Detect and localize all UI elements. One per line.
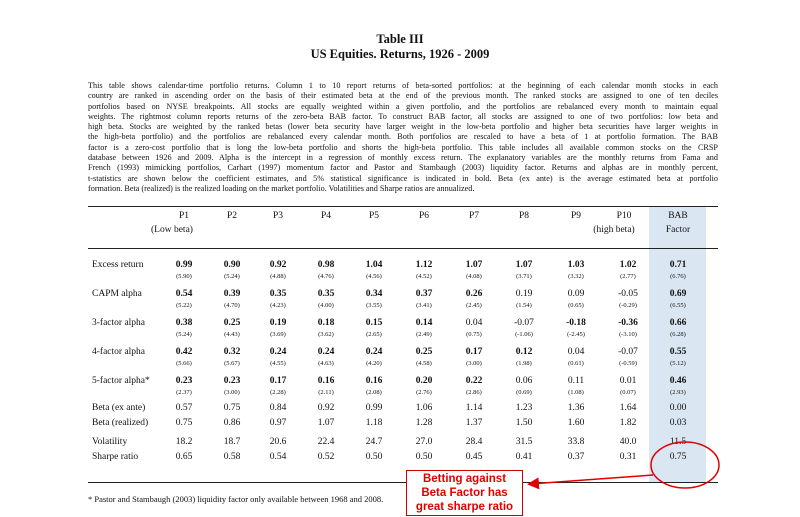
column-header: P9 [570, 211, 582, 221]
cell-value: 1.28 [415, 418, 433, 428]
cell-value: 33.8 [567, 437, 585, 447]
cell-value: 0.99 [175, 260, 193, 270]
column-header: P8 [518, 211, 530, 221]
row-label: 5-factor alpha* [92, 376, 150, 386]
cell-value: 0.38 [175, 318, 193, 328]
cell-value: 0.16 [317, 376, 335, 386]
cell-value: 0.54 [175, 289, 193, 299]
caption-line: formation. Beta (realized) is the realized loading on the market portfolio. Volatilities and Sharpe ratios are annualized. [88, 183, 475, 193]
t-stat: (4.43) [224, 331, 240, 338]
t-stat: (3.55) [366, 302, 382, 309]
cell-value: 0.24 [269, 347, 287, 357]
cell-value: 0.75 [223, 403, 241, 413]
cell-value: 0.54 [269, 452, 287, 462]
t-stat: (4.63) [318, 360, 334, 367]
column-subheader: (Low beta) [151, 225, 193, 235]
row-label: 4-factor alpha [92, 347, 146, 357]
t-stat: (2.28) [270, 389, 286, 396]
cell-value: 0.01 [619, 376, 637, 386]
cell-value: 0.37 [415, 289, 433, 299]
t-stat: (3.69) [270, 331, 286, 338]
column-header: P1 [178, 211, 190, 221]
caption-line: high beta. Stocks are weighted by the ranked betas (lower beta security have larger weight in the low-beta portfolio and higher beta securities have larger weights in [88, 122, 718, 132]
t-stat: (5.67) [224, 360, 240, 367]
t-stat: (2.77) [620, 273, 636, 280]
cell-value: 18.2 [175, 437, 193, 447]
cell-value: 1.02 [619, 260, 637, 270]
table-top-rule [88, 206, 718, 207]
cell-value: 0.25 [415, 347, 433, 357]
t-stat: (-2.45) [567, 331, 585, 338]
cell-value: 0.66 [669, 318, 687, 328]
caption-line: factor is a zero-cost portfolio that is long the low-beta portfolio and shorts the high-beta portfolio. This table includes all available common stocks on the CRSP [88, 142, 718, 152]
t-stat: (2.08) [366, 389, 382, 396]
cell-value: 0.58 [223, 452, 241, 462]
t-stat: (-1.06) [515, 331, 533, 338]
cell-value: 0.84 [269, 403, 287, 413]
t-stat: (5.22) [176, 302, 192, 309]
cell-value: 0.16 [365, 376, 383, 386]
t-stat: (4.55) [270, 360, 286, 367]
table-header-rule [88, 248, 718, 249]
table-caption [88, 81, 718, 194]
t-stat: (0.65) [568, 302, 584, 309]
t-stat: (1.98) [516, 360, 532, 367]
row-label: Volatility [92, 437, 128, 447]
t-stat: (4.58) [416, 360, 432, 367]
row-label: Sharpe ratio [92, 452, 139, 462]
row-label: Beta (realized) [92, 418, 149, 428]
column-header: P5 [368, 211, 380, 221]
cell-value: 0.57 [175, 403, 193, 413]
t-stat: (4.76) [318, 273, 334, 280]
caption-line: country are ranked in ascending order on the basis of their estimated beta at the end of the previous month. The ranked stocks are assigned to one of ten deciles [88, 91, 718, 101]
t-stat: (5.12) [670, 360, 686, 367]
t-stat: (2.65) [366, 331, 382, 338]
cell-value: 1.06 [415, 403, 433, 413]
cell-value: 18.7 [223, 437, 241, 447]
row-label: 3-factor alpha [92, 318, 146, 328]
row-label: Beta (ex ante) [92, 403, 146, 413]
cell-value: 0.97 [269, 418, 287, 428]
t-stat: (6.28) [670, 331, 686, 338]
row-label: Excess return [92, 260, 144, 270]
caption-line: the high-beta portfolio) and the portfolios are rebalanced every calendar month. Both portfolios are rescaled to have a beta of 1 at portfolio formation. The BAB [88, 132, 718, 142]
cell-value: 0.03 [669, 418, 687, 428]
t-stat: (-0.29) [619, 302, 637, 309]
cell-value: 1.07 [465, 260, 483, 270]
column-header: P2 [226, 211, 238, 221]
t-stat: (2.11) [318, 389, 334, 396]
t-stat: (3.62) [318, 331, 334, 338]
cell-value: 0.41 [515, 452, 533, 462]
t-stat: (-0.59) [619, 360, 637, 367]
table-subtitle: US Equities. Returns, 1926 - 2009 [310, 47, 490, 61]
t-stat: (3.00) [224, 389, 240, 396]
annotation-callout [406, 470, 523, 516]
cell-value: 0.32 [223, 347, 241, 357]
cell-value: 1.03 [567, 260, 585, 270]
cell-value: 24.7 [365, 437, 383, 447]
cell-value: 1.60 [567, 418, 585, 428]
column-header: P4 [320, 211, 332, 221]
cell-value: 0.25 [223, 318, 241, 328]
caption-line: weights. The rightmost column reports returns of the zero-beta BAB factor. To construct BAB factor, all stocks are assigned to one of two portfolios: low beta and [88, 111, 718, 121]
cell-value: 1.12 [415, 260, 433, 270]
cell-value: 0.19 [269, 318, 287, 328]
cell-value: 0.50 [365, 452, 383, 462]
cell-value: 0.22 [465, 376, 483, 386]
cell-value: 0.45 [465, 452, 483, 462]
cell-value: 0.39 [223, 289, 241, 299]
cell-value: 0.42 [175, 347, 193, 357]
cell-value: 0.99 [365, 403, 383, 413]
cell-value: 0.04 [465, 318, 483, 328]
cell-value: 0.17 [269, 376, 287, 386]
cell-value: 0.55 [669, 347, 687, 357]
footnote: * Pastor and Stambaugh (2003) liquidity factor only available between 1968 and 2008. [88, 494, 384, 504]
cell-value: 0.23 [175, 376, 193, 386]
t-stat: (4.00) [318, 302, 334, 309]
t-stat: (5.24) [176, 331, 192, 338]
cell-value: 28.4 [465, 437, 483, 447]
t-stat: (2.76) [416, 389, 432, 396]
cell-value: 0.24 [317, 347, 335, 357]
cell-value: 0.24 [365, 347, 383, 357]
cell-value: -0.18 [566, 318, 586, 328]
cell-value: -0.07 [618, 347, 638, 357]
cell-value: 0.04 [567, 347, 585, 357]
cell-value: 40.0 [619, 437, 637, 447]
annotation-line: great sharpe ratio [415, 501, 514, 513]
cell-value: 1.04 [365, 260, 383, 270]
row-label: CAPM alpha [92, 289, 142, 299]
cell-value: 0.52 [317, 452, 335, 462]
t-stat: (3.00) [466, 360, 482, 367]
cell-value: 0.92 [317, 403, 335, 413]
cell-value: 0.46 [669, 376, 687, 386]
cell-value: 0.65 [175, 452, 193, 462]
column-subheader: Factor [665, 225, 691, 235]
cell-value: 1.18 [365, 418, 383, 428]
cell-value: 0.86 [223, 418, 241, 428]
caption-line: This table shows calendar-time portfolio returns. Column 1 to 10 report returns of beta-sorted portfolios: at the beginning of each calendar month stocks in each [88, 81, 718, 90]
cell-value: 1.36 [567, 403, 585, 413]
t-stat: (0.61) [568, 360, 584, 367]
cell-value: 20.6 [269, 437, 287, 447]
cell-value: 0.34 [365, 289, 383, 299]
t-stat: (4.70) [224, 302, 240, 309]
cell-value: 0.20 [415, 376, 433, 386]
cell-value: 1.50 [515, 418, 533, 428]
cell-value: 0.00 [669, 403, 687, 413]
cell-value: 0.26 [465, 289, 483, 299]
t-stat: (5.90) [176, 273, 192, 280]
t-stat: (3.41) [416, 302, 432, 309]
cell-value: 0.15 [365, 318, 383, 328]
t-stat: (0.07) [620, 389, 636, 396]
caption-line: portfolios based on NYSE breakpoints. All stocks are equally weighted within a given portfolio, and the portfolios are rebalanced every month to maintain equal [88, 101, 718, 111]
column-header: P6 [418, 211, 430, 221]
cell-value: 0.35 [269, 289, 287, 299]
t-stat: (4.23) [270, 302, 286, 309]
cell-value: -0.07 [514, 318, 534, 328]
t-stat: (2.86) [466, 389, 482, 396]
cell-value: 0.50 [415, 452, 433, 462]
cell-value: 0.23 [223, 376, 241, 386]
cell-value: 27.0 [415, 437, 433, 447]
cell-value: 1.82 [619, 418, 637, 428]
cell-value: 0.06 [515, 376, 533, 386]
cell-value: 0.18 [317, 318, 335, 328]
cell-value: 0.09 [567, 289, 585, 299]
t-stat: (2.49) [416, 331, 432, 338]
cell-value: 0.71 [669, 260, 687, 270]
results-table [88, 206, 718, 482]
t-stat: (-3.10) [619, 331, 637, 338]
t-stat: (0.69) [516, 389, 532, 396]
cell-value: 1.64 [619, 403, 637, 413]
column-header: BAB [668, 211, 688, 221]
cell-value: 0.17 [465, 347, 483, 357]
t-stat: (3.71) [516, 273, 532, 280]
cell-value: 0.35 [317, 289, 335, 299]
t-stat: (2.93) [670, 389, 686, 396]
t-stat: (4.08) [466, 273, 482, 280]
cell-value: 0.11 [567, 376, 585, 386]
cell-value: 22.4 [317, 437, 335, 447]
column-header: P3 [272, 211, 284, 221]
cell-value: 0.37 [567, 452, 585, 462]
cell-value: 0.92 [269, 260, 287, 270]
t-stat: (5.66) [176, 360, 192, 367]
cell-value: 0.75 [669, 452, 687, 462]
cell-value: 0.98 [317, 260, 335, 270]
cell-value: 0.31 [619, 452, 637, 462]
cell-value: 0.69 [669, 289, 687, 299]
cell-value: 0.12 [515, 347, 533, 357]
cell-value: -0.36 [618, 318, 638, 328]
caption-line: database between 1926 and 2009. Alpha is the intercept in a regression of monthly excess return. The explanatory variables are the monthly returns from Fama and [88, 153, 718, 163]
cell-value: 0.14 [415, 318, 433, 328]
t-stat: (6.55) [670, 302, 686, 309]
annotation-line: Beta Factor has [421, 487, 508, 499]
column-header: P7 [468, 211, 480, 221]
t-stat: (0.75) [466, 331, 482, 338]
cell-value: 1.37 [465, 418, 483, 428]
table-title: Table III [376, 32, 424, 46]
cell-value: -0.05 [618, 289, 638, 299]
t-stat: (1.08) [568, 389, 584, 396]
cell-value: 0.19 [515, 289, 533, 299]
table-bottom-rule [88, 482, 718, 483]
t-stat: (2.45) [466, 302, 482, 309]
cell-value: 0.75 [175, 418, 193, 428]
t-stat: (4.56) [366, 273, 382, 280]
t-stat: (6.76) [670, 273, 686, 280]
t-stat: (4.20) [366, 360, 382, 367]
caption-line: t-statistics are shown below the coefficient estimates, and 5% statistical significance is indicated in bold. Beta (ex ante) is the average estimated beta at portfolio [88, 173, 718, 183]
column-subheader: (high beta) [593, 225, 635, 235]
t-stat: (1.54) [516, 302, 532, 309]
cell-value: 1.07 [317, 418, 335, 428]
column-header: P10 [616, 211, 632, 221]
cell-value: 31.5 [515, 437, 533, 447]
cell-value: 1.23 [515, 403, 533, 413]
t-stat: (4.88) [270, 273, 286, 280]
cell-value: 1.07 [515, 260, 533, 270]
t-stat: (5.24) [224, 273, 240, 280]
cell-value: 11.5 [669, 437, 687, 447]
cell-value: 1.14 [465, 403, 483, 413]
annotation-line: Betting against [422, 473, 507, 485]
t-stat: (3.32) [568, 273, 584, 280]
caption-line: French (1993) mimicking portfolios, Carhart (1997) momentum factor and Pastor and Stambaugh (2003) liquidity factor. Returns and alphas are in monthly percent, [88, 163, 718, 173]
t-stat: (4.52) [416, 273, 432, 280]
cell-value: 0.90 [223, 260, 241, 270]
t-stat: (2.37) [176, 389, 192, 396]
